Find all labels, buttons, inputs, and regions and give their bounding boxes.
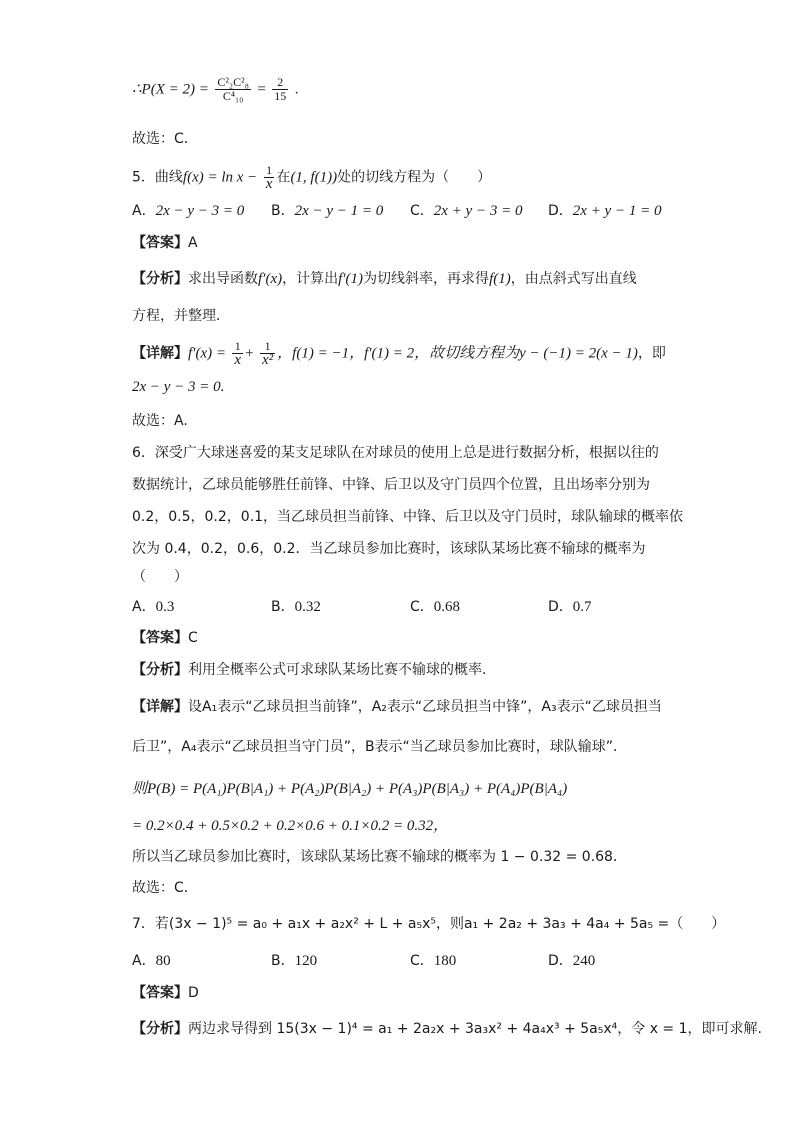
q6-stem-line4: 次为 0.4，0.2，0.6，0.2．当乙球员参加比赛时，该球队某场比赛不输球的概率为 <box>132 541 646 557</box>
q6-answer-choice: 故选：C． <box>132 880 198 896</box>
q7-option-c: C．180 <box>410 953 457 969</box>
detail-tag: 【详解】 <box>132 699 188 715</box>
answer-value: A <box>188 235 198 251</box>
answer-value: C <box>188 630 198 646</box>
equals-sign: = <box>257 81 266 98</box>
q6-detail-line4: = 0.2×0.4 + 0.5×0.2 + 0.2×0.6 + 0.1×0.2 = 0.32， <box>132 818 449 834</box>
q7-stem: 7．若(3x − 1)⁵ = a₀ + a₁x + a₂x² + L + a₅x⁵，则a₁ + 2a₂ + 3a₃ + 4a₄ + 5a₅ =（ ） <box>132 916 726 932</box>
q6-stem-line2: 数据统计，乙球员能够胜任前锋、中锋、后卫以及守门员四个位置，且出场率分别为 <box>132 477 650 493</box>
q5-answer <box>132 232 198 254</box>
q6-option-c: C．0.68 <box>410 599 461 615</box>
q5-detail-frac1: $\frac{1}{x}$ <box>234 339 242 368</box>
q6-option-d: D．0.7 <box>548 599 592 615</box>
result-fraction <box>272 76 288 103</box>
q5-option-b: B．2x − y − 1 = 0 <box>271 203 384 219</box>
fraction-numerator: 2 <box>272 76 288 90</box>
prob-expression: ∴P(X = 2) = <box>132 81 209 98</box>
analysis-tag: 【分析】 <box>132 662 188 678</box>
q6-analysis: 【分析】利用全概率公式可求球队某场比赛不输球的概率. <box>132 662 487 678</box>
q6-option-a: A．0.3 <box>132 599 175 615</box>
q5-point: (1, f(1)) <box>290 169 338 186</box>
q7-answer <box>132 982 199 1004</box>
answer-choice-line: 故选：C． <box>132 131 198 147</box>
q5-option-d: D．2x + y − 1 = 0 <box>548 203 662 219</box>
q6-detail-line2: 后卫”，A₄表示“乙球员担当守门员”，B表示“当乙球员参加比赛时，球队输球”． <box>132 739 628 755</box>
q5-fraction <box>264 164 275 191</box>
q5-function: f(x) = ln x − <box>182 169 258 186</box>
q6-stem-line1: 6．深受广大球迷喜爱的某支足球队在对球员的使用上总是进行数据分析，根据以往的 <box>132 445 659 461</box>
q5-stem <box>132 164 491 191</box>
answer-tag: 【答案】 <box>132 985 188 1001</box>
answer-tag: 【答案】 <box>132 235 188 251</box>
q5-analysis-line2: 方程，并整理． <box>132 308 230 324</box>
q5-detail-line2: 2x − y − 3 = 0. <box>132 379 225 395</box>
q6-detail-line5: 所以当乙球员参加比赛时，该球队某场比赛不输球的概率为 1 − 0.32 = 0.68． <box>132 849 627 865</box>
q5-detail-frac2: $\frac{1}{\text{x²}}$ <box>262 339 274 368</box>
q5-stem-text: 处的切线方程为（ ） <box>337 169 492 186</box>
q7-analysis: 【分析】两边求导得到 15(3x − 1)⁴ = a₁ + 2a₂x + 3a₃x² + 4a₄x³ + 5a₅x⁴，令 x = 1，即可求解. <box>132 1021 762 1037</box>
q5-answer-choice: 故选：A. <box>132 413 188 429</box>
q6-detail-line1: 【详解】设A₁表示“乙球员担当前锋”，A₂表示“乙球员担当中锋”，A₃表示“乙球员担当 <box>132 699 662 715</box>
answer-tag: 【答案】 <box>132 630 188 646</box>
q6-detail-line3: 则P(B) = P(A₁)P(B|A₁) + P(A₂)P(B|A₂) + P(A₃)P(B|A₃) + P(A₄)P(B|A₄) <box>132 781 568 797</box>
q5-option-a: A．2x − y − 3 = 0 <box>132 203 245 219</box>
fraction-denominator: 15 <box>274 89 287 103</box>
q5-option-c: C．2x + y − 3 = 0 <box>410 203 523 219</box>
analysis-tag: 【分析】 <box>132 1021 188 1037</box>
q7-option-b: B．120 <box>271 953 318 969</box>
period: . <box>294 81 299 98</box>
q5-stem-text: 在 <box>276 169 291 186</box>
q7-option-d: D．240 <box>548 953 596 969</box>
q6-stem-line5: （ ） <box>132 569 188 585</box>
q5-detail-line1: 【详解】f′(x) = $\frac{1}{x}$ + $\frac{1}{\text{x²}}$ ，f(1) = −1，f′(1) = 2，故切线方程为y − (−1) = 2(x − 1)，即 <box>132 339 666 368</box>
detail-tag: 【详解】 <box>132 345 188 362</box>
q6-option-b: B．0.32 <box>271 599 321 615</box>
analysis-tag: 【分析】 <box>132 271 188 287</box>
probability-result-line <box>132 76 298 103</box>
fraction-numerator: C²₂C²₈ <box>217 75 249 89</box>
q6-answer <box>132 627 198 649</box>
fraction-denominator: C⁴₁₀ <box>222 89 244 103</box>
q6-stem-line3: 0.2，0.5，0.2，0.1，当乙球员担当前锋、中锋、后卫以及守门员时，球队输球的概率依 <box>132 509 684 525</box>
fraction-denominator: x <box>265 176 273 192</box>
fraction-numerator: 1 <box>264 164 275 178</box>
q5-analysis-line1: 【分析】求出导函数f′(x)，计算出f′(1)为切线斜率，再求得f(1)，由点斜式写出直线 <box>132 271 637 287</box>
q7-option-a: A．80 <box>132 953 171 969</box>
q5-stem-text: 5．曲线 <box>132 169 183 186</box>
combination-fraction <box>215 76 251 103</box>
answer-value: D <box>188 985 199 1001</box>
